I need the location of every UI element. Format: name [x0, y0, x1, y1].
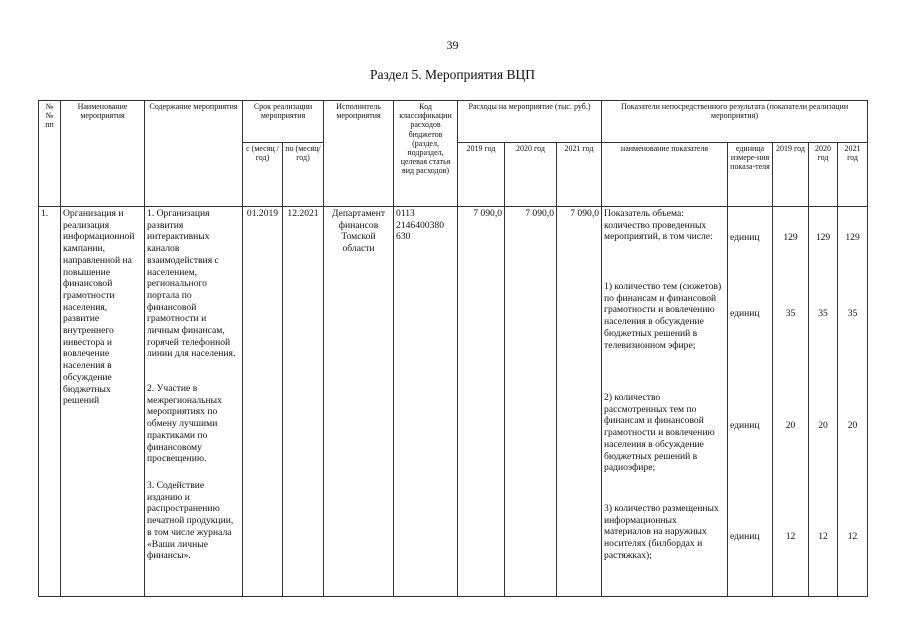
- row-exp-2021: 7 090,0: [557, 207, 602, 597]
- indicator-2020-3: 12: [818, 531, 828, 542]
- indicator-2021-1: 35: [847, 308, 858, 319]
- section-title: Раздел 5. Мероприятия ВЦП: [370, 67, 535, 82]
- indicator-units: [728, 207, 773, 597]
- indicator-2019-3: 12: [785, 531, 796, 542]
- indicator-2020-1: 35: [818, 308, 828, 319]
- row-exp-2019: 7 090,0: [458, 207, 505, 597]
- indicator-names: [602, 207, 728, 597]
- indicator-2019-2: 20: [785, 420, 796, 431]
- content-item-3: 3. Содействие изданию и распространению печатной продукции, в том числе журнала «Ваши личные финансы».: [147, 480, 234, 562]
- row-content: [145, 207, 243, 597]
- indicator-2020-2: 20: [818, 420, 828, 431]
- measures-table: [38, 100, 868, 597]
- indicator-2020: [809, 207, 838, 597]
- row-executor: Департамент финансов Томской области: [324, 207, 394, 597]
- row-no: 1.: [39, 207, 61, 597]
- header-name: Наименование мероприятия: [61, 101, 145, 207]
- header-ind-unit: единица измере-ния показа-теля: [728, 143, 773, 207]
- indicator-2021-3: 12: [847, 531, 858, 542]
- indicator-unit-3: единиц: [730, 531, 760, 542]
- header-period: Срок реализации мероприятия: [243, 101, 324, 143]
- content-item-1: 1. Организация развития интерактивных каналов взаимодействия с населением, регионального портала по финансовой грамотности и личным финансам, горячей телефонной линии для населения.: [147, 208, 236, 360]
- indicator-2019: [773, 207, 809, 597]
- header-content: Содержание мероприятия: [145, 101, 243, 207]
- table-row: [39, 207, 868, 597]
- header-exp-2021: 2021 год: [557, 143, 602, 207]
- header-expenses: Расходы на мероприятие (тыс. руб.): [458, 101, 602, 143]
- header-no: № № пп: [39, 101, 61, 207]
- header-ind-name: наименование показателя: [602, 143, 728, 207]
- indicator-unit-1: единиц: [730, 308, 760, 319]
- row-period-from: 01.2019: [243, 207, 283, 597]
- header-period-to: по (месяц/ год): [283, 143, 324, 207]
- content-item-2: 2. Участие в межрегиональных мероприятиях по обмену лучшими практиками по финансовому просвещению.: [147, 383, 222, 465]
- header-exp-2019: 2019 год: [458, 143, 505, 207]
- indicator-2020-0: 129: [815, 232, 831, 243]
- header-ind-2020: 2020 год: [809, 143, 838, 207]
- row-exp-2020: 7 090,0: [505, 207, 557, 597]
- indicator-2021-2: 20: [847, 420, 858, 431]
- header-indicators: Показатели непосредственного результата (показатели реализации мероприятия): [602, 101, 868, 143]
- row-name: Организация и реализация информационной кампании, направленной на повышение финансовой грамотности населения, развитие внутреннего инвестора и вовлечение населения в обсуждение бюджетных решений: [61, 207, 145, 597]
- header-period-from: с (месяц / год): [243, 143, 283, 207]
- header-executor: Исполнитель мероприятия: [324, 101, 394, 207]
- header-ind-2019: 2019 год: [773, 143, 809, 207]
- indicator-name-1: 1) количество тем (сюжетов) по финансам и финансовой грамотности и вовлечению населения в обсуждение бюджетных решений в телевизионном эфире;: [604, 281, 722, 351]
- row-period-to: 12.2021: [283, 207, 324, 597]
- indicator-2019-1: 35: [785, 308, 796, 319]
- header-exp-2020: 2020 год: [505, 143, 557, 207]
- row-code: 0113 2146400380 630: [394, 207, 458, 597]
- indicator-2021: [838, 207, 868, 597]
- indicator-2019-0: 129: [783, 232, 798, 243]
- indicator-name-2: 2) количество рассмотренных тем по финансам и финансовой грамотности и вовлечению населения в обсуждение бюджетных решений в радиоэфире;: [604, 392, 715, 474]
- indicator-name-3: 3) количество размещенных информационных материалов на наружных носителях (билбордах и растяжках);: [604, 503, 719, 561]
- header-code: Код классификации расходов бюджетов (раздел, подраздел, целевая статья вид расходов): [394, 101, 458, 207]
- page-number: 39: [446, 38, 459, 52]
- indicator-unit-0: единиц: [730, 232, 760, 243]
- indicator-2021-0: 129: [845, 232, 860, 243]
- indicator-name-0: Показатель объема: количество проведенных мероприятий, в том числе:: [604, 208, 713, 243]
- indicator-unit-2: единиц: [730, 420, 760, 431]
- header-ind-2021: 2021 год: [838, 143, 868, 207]
